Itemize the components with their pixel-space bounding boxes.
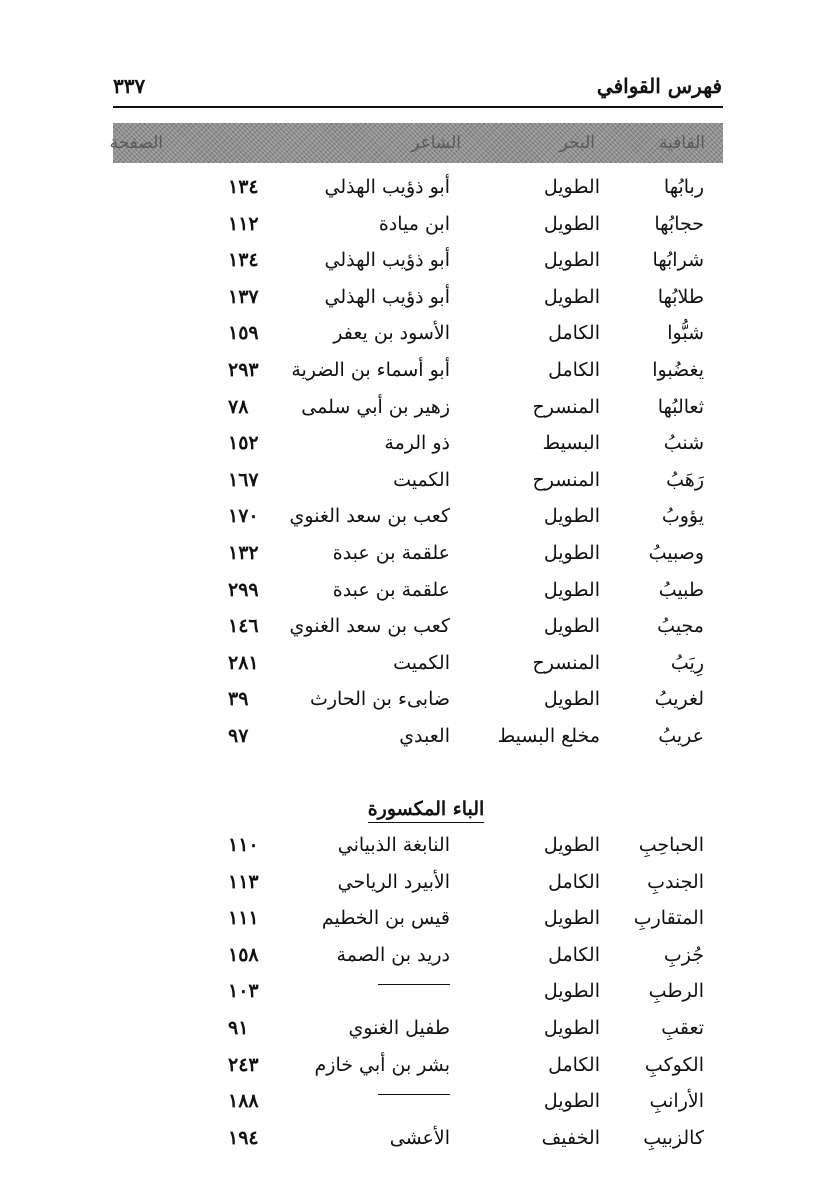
rhyme-cell: الجندبِ bbox=[647, 870, 704, 893]
poet-cell: قيس بن الخطيم bbox=[321, 907, 450, 930]
page-cell: ١٥٨ bbox=[228, 943, 259, 966]
rhyme-cell: وصبيبُ bbox=[648, 541, 704, 564]
table-row bbox=[0, 282, 832, 319]
page-cell: ١٦٧ bbox=[228, 468, 259, 491]
table-row bbox=[0, 392, 832, 429]
meter-cell: الطويل bbox=[543, 285, 600, 308]
table-row bbox=[0, 1123, 832, 1160]
poet-cell: أبو ذؤيب الهذلي bbox=[324, 249, 450, 272]
rhyme-cell: جُزبِ bbox=[663, 943, 704, 966]
poet-cell: الكميت bbox=[393, 651, 450, 674]
rhyme-cell: طلابُها bbox=[657, 285, 704, 308]
poet-cell: ابن ميادة bbox=[378, 212, 450, 235]
meter-cell: الطويل bbox=[543, 212, 600, 235]
meter-cell: مخلع البسيط bbox=[497, 724, 600, 747]
table-row bbox=[0, 903, 832, 940]
column-header-poet: الشاعر bbox=[411, 133, 461, 153]
poet-cell: الأبيرد الرياحي bbox=[337, 870, 450, 893]
meter-cell: الطويل bbox=[543, 980, 600, 1003]
rhyme-cell: عريبُ bbox=[658, 724, 704, 747]
rhyme-cell: شرابُها bbox=[652, 249, 704, 272]
rhyme-cell: تعقبِ bbox=[661, 1016, 704, 1039]
page-cell: ١٩٤ bbox=[228, 1126, 259, 1149]
table-row bbox=[0, 1013, 832, 1050]
page-number: ٣٣٧ bbox=[113, 74, 146, 98]
meter-cell: الطويل bbox=[543, 1016, 600, 1039]
page-cell: ١١٠ bbox=[228, 834, 259, 856]
rhyme-cell: يؤوبُ bbox=[661, 505, 704, 528]
page-cell: ١٣٢ bbox=[228, 541, 259, 564]
table-row bbox=[0, 465, 832, 502]
rhyme-cell: رَهَبُ bbox=[666, 468, 704, 491]
poet-cell: الأعشى bbox=[389, 1126, 450, 1149]
meter-cell: الطويل bbox=[543, 249, 600, 272]
meter-cell: الخفيف bbox=[541, 1126, 600, 1149]
page-cell: ٧٨ bbox=[228, 395, 249, 418]
rhyme-cell: الأرانبِ bbox=[649, 1090, 704, 1113]
table-row bbox=[0, 318, 832, 355]
unknown-poet-dash bbox=[378, 1094, 450, 1095]
page-cell: ١٣٤ bbox=[228, 249, 259, 272]
poet-cell: الكميت bbox=[393, 468, 450, 491]
poet-cell: ذو الرمة bbox=[384, 432, 450, 455]
page-cell: ١٨٨ bbox=[228, 1090, 259, 1113]
page-cell: ١٥٢ bbox=[228, 432, 259, 455]
rhyme-cell: الرطبِ bbox=[648, 980, 704, 1003]
rhyme-cell: طبيبُ bbox=[658, 578, 704, 601]
table-row bbox=[0, 538, 832, 575]
page-cell: ١١٢ bbox=[228, 212, 259, 235]
meter-cell: الكامل bbox=[548, 322, 600, 345]
poet-cell: أبو أسماء بن الضرية bbox=[291, 358, 450, 381]
meter-cell: الطويل bbox=[543, 688, 600, 711]
poet-cell: كعب بن سعد الغنوي bbox=[289, 505, 450, 528]
table-row bbox=[0, 684, 832, 721]
rhyme-cell: الكوكبِ bbox=[644, 1053, 704, 1076]
rhyme-table-group-1 bbox=[0, 172, 832, 758]
rhyme-cell: ربابُها bbox=[663, 176, 704, 198]
meter-cell: المنسرح bbox=[532, 651, 600, 674]
rhyme-table-group-2 bbox=[0, 830, 832, 1159]
meter-cell: الطويل bbox=[543, 615, 600, 638]
page-cell: ١١٣ bbox=[228, 870, 259, 893]
column-header-meter: البحر bbox=[559, 133, 595, 153]
page-cell: ٢٩٣ bbox=[228, 358, 259, 381]
page-cell: ٢٩٩ bbox=[228, 578, 259, 601]
page-cell: ٩٧ bbox=[228, 724, 249, 747]
section-heading-text: الباء المكسورة bbox=[368, 798, 485, 823]
header-rule bbox=[113, 106, 723, 108]
rhyme-cell: ثعالبُها bbox=[657, 395, 704, 418]
meter-cell: المنسرح bbox=[532, 395, 600, 418]
section-heading bbox=[0, 798, 832, 820]
page-cell: ١١١ bbox=[228, 907, 259, 930]
page-cell: ٢٨١ bbox=[228, 651, 259, 674]
rhyme-cell: لغريبُ bbox=[654, 688, 704, 711]
rhyme-cell: المتقاربِ bbox=[633, 907, 704, 930]
table-row bbox=[0, 1050, 832, 1087]
rhyme-cell: مجيبُ bbox=[657, 615, 704, 638]
meter-cell: المنسرح bbox=[532, 468, 600, 491]
page-cell: ٢٤٣ bbox=[228, 1053, 259, 1076]
poet-cell: علقمة بن عبدة bbox=[332, 541, 450, 564]
table-row bbox=[0, 501, 832, 538]
table-row bbox=[0, 355, 832, 392]
table-row bbox=[0, 1086, 832, 1123]
poet-cell: النابغة الذبياني bbox=[337, 834, 450, 856]
poet-cell: طفيل الغنوي bbox=[348, 1016, 450, 1039]
table-row bbox=[0, 245, 832, 282]
rhyme-cell: رِيَبُ bbox=[670, 651, 704, 674]
meter-cell: الكامل bbox=[548, 870, 600, 893]
page-cell: ١٠٣ bbox=[228, 980, 259, 1003]
poet-cell: أبو ذؤيب الهذلي bbox=[324, 176, 450, 198]
column-header-page: الصفحة bbox=[109, 133, 163, 153]
poet-cell: العبدي bbox=[399, 724, 450, 747]
page-cell: ١٧٠ bbox=[228, 505, 259, 528]
table-row bbox=[0, 976, 832, 1013]
poet-cell: أبو ذؤيب الهذلي bbox=[324, 285, 450, 308]
poet-cell: الأسود بن يعفر bbox=[333, 322, 450, 345]
column-header-rhyme: القافية bbox=[658, 133, 705, 153]
meter-cell: الطويل bbox=[543, 578, 600, 601]
meter-cell: الكامل bbox=[548, 1053, 600, 1076]
running-title: فهرس القوافي bbox=[596, 74, 722, 98]
page-cell: ١٣٤ bbox=[228, 176, 259, 198]
table-row bbox=[0, 721, 832, 758]
poet-cell: بشر بن أبي خازم bbox=[314, 1053, 450, 1076]
meter-cell: الطويل bbox=[543, 505, 600, 528]
table-row bbox=[0, 209, 832, 246]
meter-cell: الطويل bbox=[543, 907, 600, 930]
meter-cell: الكامل bbox=[548, 943, 600, 966]
table-row bbox=[0, 830, 832, 867]
table-row bbox=[0, 940, 832, 977]
rhyme-cell: كالزبيبِ bbox=[643, 1126, 704, 1149]
rhyme-cell: شنبُ bbox=[663, 432, 704, 455]
meter-cell: البسيط bbox=[542, 432, 600, 455]
unknown-poet-dash bbox=[378, 984, 450, 985]
page-cell: ١٥٩ bbox=[228, 322, 259, 345]
table-row bbox=[0, 611, 832, 648]
table-row bbox=[0, 867, 832, 904]
poet-cell: ضابىء بن الحارث bbox=[310, 688, 450, 711]
table-row bbox=[0, 428, 832, 465]
page-cell: ١٣٧ bbox=[228, 285, 259, 308]
poet-cell: زهير بن أبي سلمى bbox=[301, 395, 450, 418]
poet-cell: علقمة بن عبدة bbox=[332, 578, 450, 601]
meter-cell: الطويل bbox=[543, 541, 600, 564]
table-row bbox=[0, 648, 832, 685]
meter-cell: الكامل bbox=[548, 358, 600, 381]
meter-cell: الطويل bbox=[543, 176, 600, 198]
rhyme-cell: الحباحِبِ bbox=[638, 834, 704, 856]
rhyme-cell: حجابُها bbox=[654, 212, 704, 235]
rhyme-cell: يغضُبوا bbox=[652, 358, 704, 381]
column-header-bar bbox=[109, 123, 723, 163]
meter-cell: الطويل bbox=[543, 834, 600, 856]
page-cell: ٩١ bbox=[228, 1016, 249, 1039]
page-cell: ٣٩ bbox=[228, 688, 249, 711]
rhyme-cell: شبُّوا bbox=[667, 322, 704, 345]
table-row bbox=[0, 575, 832, 612]
meter-cell: الطويل bbox=[543, 1090, 600, 1113]
table-row bbox=[0, 172, 832, 209]
poet-cell: كعب بن سعد الغنوي bbox=[289, 615, 450, 638]
page-cell: ١٤٦ bbox=[228, 615, 259, 638]
poet-cell: دريد بن الصمة bbox=[336, 943, 450, 966]
